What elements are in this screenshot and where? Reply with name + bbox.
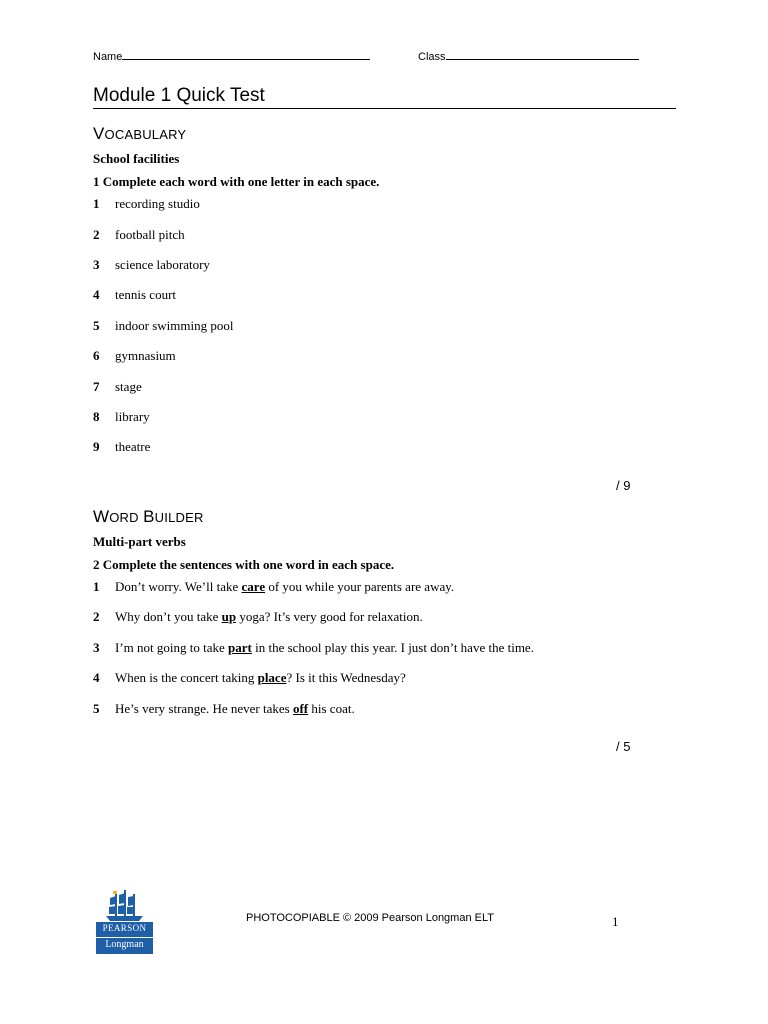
sentence-item: 4 When is the concert taking place? Is it this Wednesday? [93,670,406,685]
name-field [93,50,370,63]
vocabulary-score: / 9 [616,478,631,493]
vocab-item: 7 stage [93,379,142,394]
vocab-item: 1 recording studio [93,196,200,211]
vocabulary-heading: VOCABULARY [93,124,187,143]
page-title: Module 1 Quick Test [93,85,265,106]
vocab-item: 5 indoor swimming pool [93,318,234,333]
answer-word: off [292,701,309,716]
class-field [418,50,639,63]
logo-longman-text: Longman [105,939,144,950]
answer-word: up [221,609,237,624]
pearson-longman-logo [96,890,153,954]
vocabulary-subtitle: School facilities [93,151,180,166]
word-builder-heading: WORD BUILDER [93,507,204,526]
answer-word: place [257,670,287,685]
sentence-item: 1 Don’t worry. We’ll take care of you while your parents are away. [93,579,455,594]
vocab-item: 2 football pitch [93,227,185,242]
name-blank [122,50,370,60]
sentence-item: 5 He’s very strange. He never takes off his coat. [93,701,355,716]
vocab-item: 4 tennis court [93,287,177,302]
word-builder-subtitle: Multi-part verbs [93,534,186,549]
vocab-item: 8 library [93,409,150,424]
vocab-item: 3 science laboratory [93,257,210,272]
sentence-item: 2 Why don’t you take up yoga? It’s very good for relaxation. [93,609,423,624]
logo-pearson-text: PEARSON [102,923,147,933]
sentence-item: 3 I’m not going to take part in the school play this year. I just don’t have the time. [93,640,534,655]
vocabulary-instruction: 1 Complete each word with one letter in each space. [93,174,380,189]
answer-word: care [241,579,266,594]
page-number: 1 [612,914,619,929]
class-blank [446,50,639,60]
copyright-notice: PHOTOCOPIABLE © 2009 Pearson Longman ELT [246,912,494,924]
name-label: Name [93,51,123,63]
word-builder-instruction: 2 Complete the sentences with one word in each space. [93,557,395,572]
class-label: Class [418,51,446,63]
word-builder-score: / 5 [616,739,631,754]
answer-word: part [228,640,252,655]
vocab-item: 6 gymnasium [93,348,176,363]
vocab-item: 9 theatre [93,439,151,454]
title-divider [93,108,676,109]
